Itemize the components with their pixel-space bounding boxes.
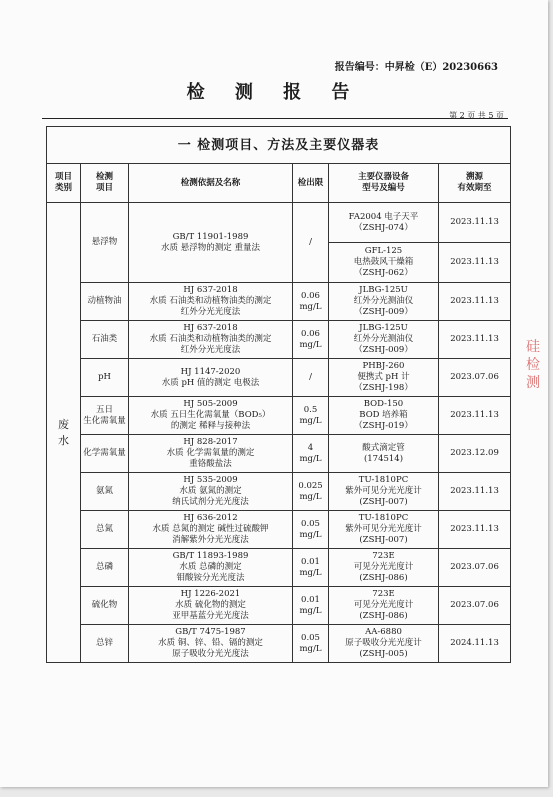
item-cell: 硫化物 bbox=[81, 587, 129, 625]
expiry-cell: 2023.07.06 bbox=[439, 359, 511, 397]
item-cell: 总氮 bbox=[81, 511, 129, 549]
expiry-cell: 2023.11.13 bbox=[439, 283, 511, 321]
instrument-cell: GFL-125 电热鼓风干燥箱 （ZSHJ-062） bbox=[329, 243, 439, 283]
limit-cell: 4 mg/L bbox=[293, 435, 329, 473]
table-row bbox=[47, 587, 511, 625]
item-cell: 石油类 bbox=[81, 321, 129, 359]
expiry-cell: 2023.11.13 bbox=[439, 473, 511, 511]
table-row bbox=[47, 283, 511, 321]
methods-table bbox=[46, 126, 511, 663]
method-cell: HJ 636-2012 水质 总氮的测定 碱性过硫酸钾 消解紫外分光光度法 bbox=[129, 511, 293, 549]
table-row bbox=[47, 473, 511, 511]
item-cell: 总锌 bbox=[81, 625, 129, 663]
item-cell: 化学需氧量 bbox=[81, 435, 129, 473]
method-cell: GB/T 11901-1989 水质 悬浮物的测定 重量法 bbox=[129, 203, 293, 283]
limit-cell: / bbox=[293, 359, 329, 397]
table-row bbox=[47, 321, 511, 359]
item-cell: 动植物油 bbox=[81, 283, 129, 321]
expiry-cell: 2023.07.06 bbox=[439, 549, 511, 587]
method-cell: HJ 637-2018 水质 石油类和动植物油类的测定 红外分光光度法 bbox=[129, 321, 293, 359]
limit-cell: 0.025 mg/L bbox=[293, 473, 329, 511]
column-header: 检测依据及名称 bbox=[129, 164, 293, 203]
method-cell: GB/T 7475-1987 水质 铜、锌、铅、镉的测定 原子吸收分光光度法 bbox=[129, 625, 293, 663]
instrument-cell: AA-6880 原子吸收分光光度计 (ZSHJ-005) bbox=[329, 625, 439, 663]
page-number: 第 2 页 共 5 页 bbox=[449, 111, 504, 120]
column-header: 主要仪器设备 型号及编号 bbox=[329, 164, 439, 203]
instrument-cell: BOD-150 BOD 培养箱 （ZSHJ-019） bbox=[329, 397, 439, 435]
header-rule bbox=[42, 118, 508, 119]
limit-cell: 0.05 mg/L bbox=[293, 511, 329, 549]
table-header-row bbox=[47, 164, 511, 203]
item-cell: 悬浮物 bbox=[81, 203, 129, 283]
item-cell: 五日 生化需氧量 bbox=[81, 397, 129, 435]
item-cell: 总磷 bbox=[81, 549, 129, 587]
instrument-cell: TU-1810PC 紫外可见分光光度计 (ZSHJ-007) bbox=[329, 473, 439, 511]
limit-cell: 0.06 mg/L bbox=[293, 321, 329, 359]
instrument-cell: 酸式滴定管 (174514) bbox=[329, 435, 439, 473]
expiry-cell: 2023.11.13 bbox=[439, 243, 511, 283]
column-header: 溯源 有效期至 bbox=[439, 164, 511, 203]
table-row bbox=[47, 511, 511, 549]
table-row bbox=[47, 625, 511, 663]
limit-cell: 0.05 mg/L bbox=[293, 625, 329, 663]
limit-cell: 0.01 mg/L bbox=[293, 587, 329, 625]
expiry-cell: 2023.11.13 bbox=[439, 511, 511, 549]
report-number: 报告编号：中昇检（E）20230663 bbox=[334, 62, 498, 73]
section-title-row bbox=[47, 127, 511, 164]
table-row bbox=[47, 549, 511, 587]
column-header: 检出限 bbox=[293, 164, 329, 203]
expiry-cell: 2023.11.13 bbox=[439, 203, 511, 243]
method-cell: HJ 535-2009 水质 氨氮的测定 纳氏试剂分光光度法 bbox=[129, 473, 293, 511]
item-cell: 氨氮 bbox=[81, 473, 129, 511]
section-title: 一 检测项目、方法及主要仪器表 bbox=[47, 127, 511, 164]
method-cell: HJ 1226-2021 水质 硫化物的测定 亚甲基蓝分光光度法 bbox=[129, 587, 293, 625]
page-title: 检 测 报 告 bbox=[186, 82, 362, 103]
expiry-cell: 2023.11.13 bbox=[439, 321, 511, 359]
item-cell: pH bbox=[81, 359, 129, 397]
column-header: 检测 项目 bbox=[81, 164, 129, 203]
instrument-cell: JLBG-125U 红外分光测油仪 （ZSHJ-009） bbox=[329, 283, 439, 321]
method-cell: GB/T 11893-1989 水质 总磷的测定 钼酸铵分光光度法 bbox=[129, 549, 293, 587]
expiry-cell: 2023.07.06 bbox=[439, 587, 511, 625]
expiry-cell: 2023.12.09 bbox=[439, 435, 511, 473]
instrument-cell: 723E 可见分光光度计 (ZSHJ-086) bbox=[329, 549, 439, 587]
method-cell: HJ 637-2018 水质 石油类和动植物油类的测定 红外分光光度法 bbox=[129, 283, 293, 321]
limit-cell: 0.06 mg/L bbox=[293, 283, 329, 321]
instrument-cell: TU-1810PC 紫外可见分光光度计 (ZSHJ-007) bbox=[329, 511, 439, 549]
table-row bbox=[47, 397, 511, 435]
expiry-cell: 2024.11.13 bbox=[439, 625, 511, 663]
seal-stamp: 硅 检 测 bbox=[526, 339, 540, 391]
limit-cell: 0.5 mg/L bbox=[293, 397, 329, 435]
limit-cell: / bbox=[293, 203, 329, 283]
expiry-cell: 2023.11.13 bbox=[439, 397, 511, 435]
table-row bbox=[47, 435, 511, 473]
method-cell: HJ 505-2009 水质 五日生化需氧量（BOD₅） 的测定 稀释与接种法 bbox=[129, 397, 293, 435]
instrument-cell: 723E 可见分光光度计 (ZSHJ-086) bbox=[329, 587, 439, 625]
instrument-cell: PHBJ-260 便携式 pH 计 （ZSHJ-198） bbox=[329, 359, 439, 397]
instrument-cell: FA2004 电子天平 （ZSHJ-074） bbox=[329, 203, 439, 243]
table-row bbox=[47, 203, 511, 243]
column-header: 项目 类别 bbox=[47, 164, 81, 203]
category-cell: 废 水 bbox=[47, 203, 81, 663]
method-cell: HJ 828-2017 水质 化学需氧量的测定 重铬酸盐法 bbox=[129, 435, 293, 473]
method-cell: HJ 1147-2020 水质 pH 值的测定 电极法 bbox=[129, 359, 293, 397]
table-row bbox=[47, 359, 511, 397]
limit-cell: 0.01 mg/L bbox=[293, 549, 329, 587]
instrument-cell: JLBG-125U 红外分光测油仪 （ZSHJ-009） bbox=[329, 321, 439, 359]
